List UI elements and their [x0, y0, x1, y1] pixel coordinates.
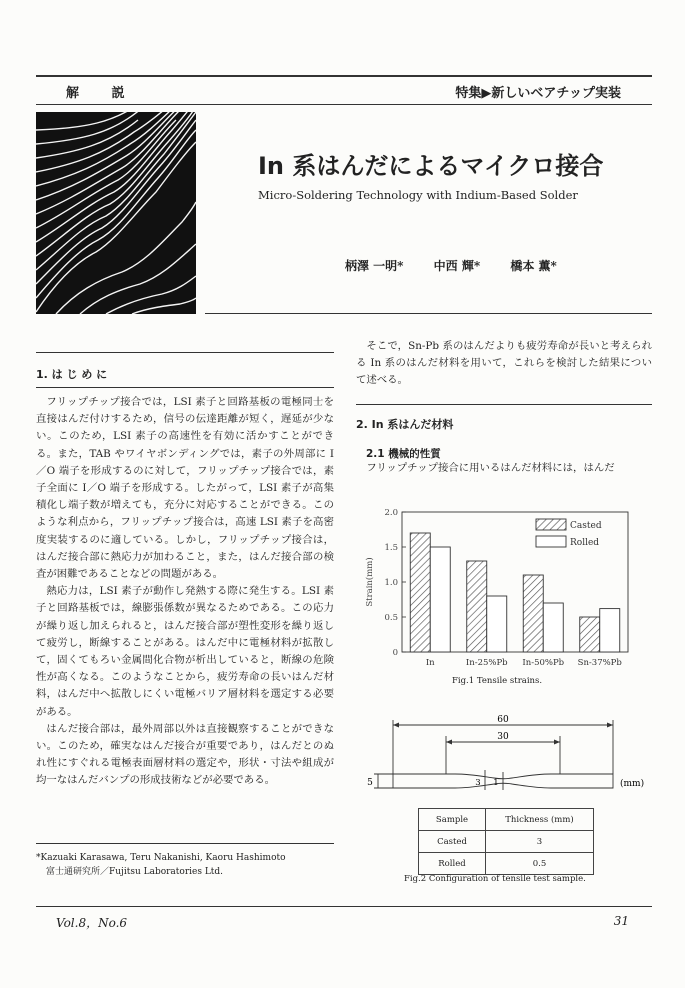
gauge-arrow-right [554, 740, 560, 745]
header-top-rule [36, 75, 652, 77]
header-feature: 特集▶新しいベアチップ実装 [455, 86, 621, 101]
legend-swatch-casted [536, 519, 566, 530]
table-header-thickness: Thickness (mm) [486, 809, 594, 831]
table-header-row [419, 809, 594, 831]
dim-unit-label: (mm) [620, 779, 645, 789]
footnote [36, 852, 286, 879]
x-category-label: In-25%Pb [465, 658, 508, 668]
contour-lines-image [36, 112, 196, 314]
x-category-label: In-50%Pb [522, 658, 565, 668]
section2-title: 2. In 系はんだ材料 [356, 418, 454, 431]
table-row [419, 853, 594, 875]
bar-casted [580, 617, 600, 652]
dim-thickness-label: 1 [493, 778, 499, 788]
title-bottom-rule [205, 313, 652, 314]
bar-rolled [600, 609, 620, 652]
section2-top-rule [356, 404, 652, 405]
y-tick-label: 0 [392, 648, 398, 658]
bar-casted [410, 533, 430, 652]
y-tick-label: 1.0 [384, 578, 398, 588]
bar-casted [467, 561, 487, 652]
x-category-label: Sn-37%Pb [577, 658, 622, 668]
sample-thickness-table [418, 808, 594, 875]
overall-arrow-left [393, 723, 399, 728]
fig1-caption: Fig.1 Tensile strains. [452, 676, 543, 686]
section1-paragraph-3: はんだ接合部は，最外周部以外は直接観察することができない。このため，確実なはんだ接合が重要であり，はんだとのぬれ性にすぐれる電極表面層材料の選定や，形状・寸法や組成が均一なはんだバンプの形成技術などが必要である。 [36, 722, 334, 787]
table-header-sample: Sample [419, 809, 486, 831]
bar-casted [523, 575, 543, 652]
section1-bottom-rule [36, 387, 334, 388]
section1-paragraph-2: 熱応力は，LSI 素子が動作し発熱する際に発生する。LSI 素子と回路基板では，線膨張係数が異なるためである。この応力が繰り返し加えられると，はんだ接合部が塑性変形を繰り返して疲労し，断線することがある。はんだ中に電極材料が拡散して，固くてもろい金属間化合物が析出していると，断線の危険性が高くなる。このようなことから，疲労寿命の長いはんだ材料，はんだ中へ拡散しにくい電極バリア層材料を選定する必要がある。 [36, 585, 334, 718]
section2-1-title: 2.1 機械的性質 [366, 448, 441, 460]
dim-gauge-label: 30 [497, 732, 509, 742]
author-1: 柄澤 一明* [345, 259, 404, 273]
page-number: 31 [613, 914, 629, 928]
table-cell-sample: Rolled [419, 853, 486, 875]
tensile-strain-chart [360, 500, 652, 690]
section1-body [36, 394, 334, 790]
author-3: 橋本 薫* [510, 259, 557, 273]
footnote-authors: *Kazuaki Karasawa, Teru Nakanishi, Kaoru Hashimoto [36, 853, 286, 863]
header-bottom-rule [36, 104, 652, 105]
bar-rolled [487, 596, 507, 652]
y-tick-label: 1.5 [384, 543, 398, 553]
footnote-rule [36, 843, 334, 844]
section1-title: 1. は じ め に [36, 368, 108, 381]
volume-label: Vol.8，No.6 [56, 916, 128, 930]
y-tick-label: 0.5 [384, 613, 398, 623]
bar-rolled [430, 547, 450, 652]
table-cell-thickness: 3 [486, 831, 594, 853]
header-category: 解 説 [66, 86, 139, 101]
section1-paragraph-1: フリップチップ接合では，LSI 素子と回路基板の電極同士を直接はんだ付けするため，信号の伝達距離が短く，遅延が少ない。このため，LSI 素子の高速性を有効に活かすことができる。また，TAB やワイヤボンディングでは，素子の外周部に I／O 端子を形成するのに対して，フリップチップ接合では，素子全面に I／O 端子を形成する。したがって，LSI 素子が高集積化し端子数が増えても，充分に対応することができる。このような利点から，フリップチップ接合は，高速 LSI 素子を高密度実装するのに適している。しかし，フリップチップ接合は，はんだ接合部に熱応力が加わること，また，はんだ接合部の検査が困難であることなどの問題がある。 [36, 396, 334, 581]
page-footer-rule [36, 906, 652, 907]
article-subtitle: Micro-Soldering Technology with Indium-Based Solder [258, 188, 578, 202]
dim-neck-label: 3 [475, 778, 481, 788]
article-title: In 系はんだによるマイクロ接合 [258, 152, 604, 180]
dim-height-label: 5 [367, 778, 373, 788]
section2-1-body: フリップチップ接合に用いるはんだ材料には，はんだ [366, 462, 615, 474]
y-axis-label: Strain(mm) [365, 557, 375, 607]
overall-arrow-right [607, 723, 613, 728]
y-tick-label: 2.0 [384, 508, 398, 518]
contour-image [36, 112, 196, 314]
author-2: 中西 輝* [433, 259, 481, 273]
right-intro-paragraph: そこで，Sn-Pb 系のはんだよりも疲労寿命が長いと考えられる In 系のはんだ材料を用いて，これらを検討した結果について述べる。 [356, 340, 652, 387]
dim-overall-label: 60 [497, 715, 509, 725]
author-list [345, 257, 625, 274]
section1-top-rule [36, 352, 334, 353]
table-row [419, 831, 594, 853]
gauge-arrow-left [446, 740, 452, 745]
legend-label-rolled: Rolled [570, 538, 600, 548]
footnote-affiliation: 富士通研究所／Fujitsu Laboratories Ltd. [46, 866, 224, 877]
table-cell-thickness: 0.5 [486, 853, 594, 875]
legend-label-casted: Casted [570, 521, 602, 531]
tensile-sample-drawing [360, 710, 652, 810]
x-category-label: In [425, 658, 435, 668]
table-cell-sample: Casted [419, 831, 486, 853]
fig2-caption: Fig.2 Configuration of tensile test sample. [404, 874, 586, 884]
legend-swatch-rolled [536, 536, 566, 547]
bar-rolled [543, 603, 563, 652]
